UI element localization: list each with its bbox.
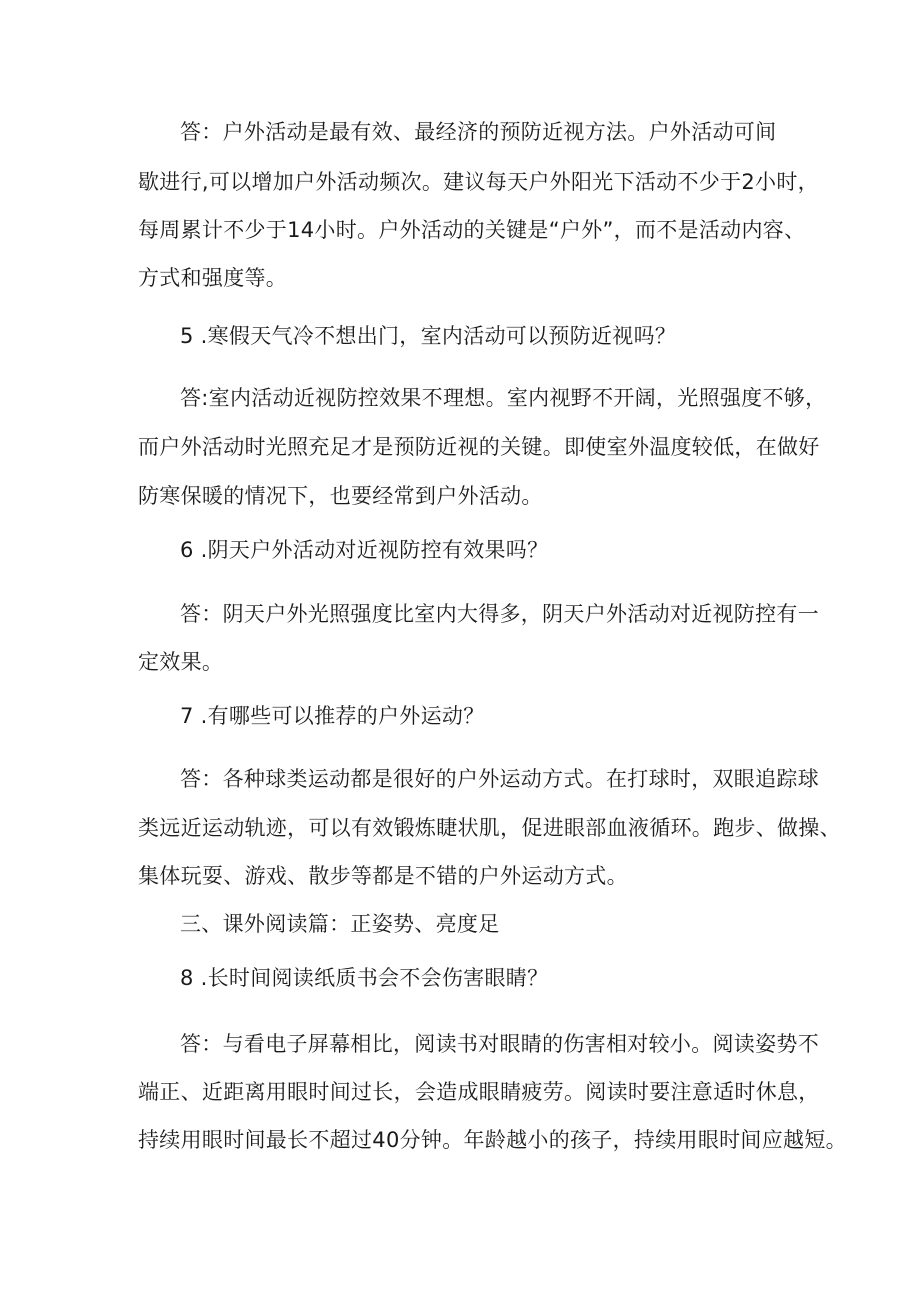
- answer-4-line-2: 歇进行,可以增加户外活动频次。建议每天户外阳光下活动不少于2小时，: [138, 170, 819, 194]
- answer-8-line-3: 持续用眼时间最长不超过40分钟。年龄越小的孩子，持续用眼时间应越短。: [138, 1128, 847, 1152]
- question-7: 7 .有哪些可以推荐的户外运动？: [180, 704, 485, 728]
- answer-5-line-3: 防寒保暖的情况下，也要经常到户外活动。: [138, 484, 543, 508]
- section-heading-3: 三、课外阅读篇：正姿势、亮度足: [180, 912, 500, 936]
- answer-4-line-4: 方式和强度等。: [138, 266, 288, 290]
- answer-8-line-1: 答：与看电子屏幕相比，阅读书对眼睛的伤害相对较小。阅读姿势不: [180, 1032, 819, 1056]
- answer-5-line-1: 答:室内活动近视防控效果不理想。室内视野不开阔，光照强度不够，: [180, 386, 827, 410]
- answer-4-line-3: 每周累计不少于14小时。户外活动的关键是“户外”，而不是活动内容、: [138, 218, 806, 242]
- question-8: 8 .长时间阅读纸质书会不会伤害眼睛？: [180, 966, 549, 990]
- question-6: 6 .阴天户外活动对近视防控有效果吗？: [180, 538, 549, 562]
- question-5: 5 .寒假天气冷不想出门，室内活动可以预防近视吗？: [180, 324, 677, 348]
- answer-8-line-2: 端正、近距离用眼时间过长，会造成眼睛疲劳。阅读时要注意适时休息，: [138, 1080, 820, 1104]
- answer-5-line-2: 而户外活动时光照充足才是预防近视的关键。即使室外温度较低，在做好: [138, 435, 820, 459]
- answer-6-line-1: 答：阴天户外光照强度比室内大得多，阴天户外活动对近视防控有一: [180, 602, 819, 626]
- answer-7-line-1: 答：各种球类运动都是很好的户外运动方式。在打球时，双眼追踪球: [180, 767, 819, 791]
- answer-7-line-2: 类远近运动轨迹，可以有效锻炼睫状肌，促进眼部血液循环。跑步、做操、: [138, 816, 841, 840]
- answer-4-line-1: 答：户外活动是最有效、最经济的预防近视方法。户外活动可间: [180, 120, 777, 144]
- answer-7-line-3: 集体玩耍、游戏、散步等都是不错的户外运动方式。: [138, 864, 628, 888]
- answer-6-line-2: 定效果。: [138, 650, 224, 674]
